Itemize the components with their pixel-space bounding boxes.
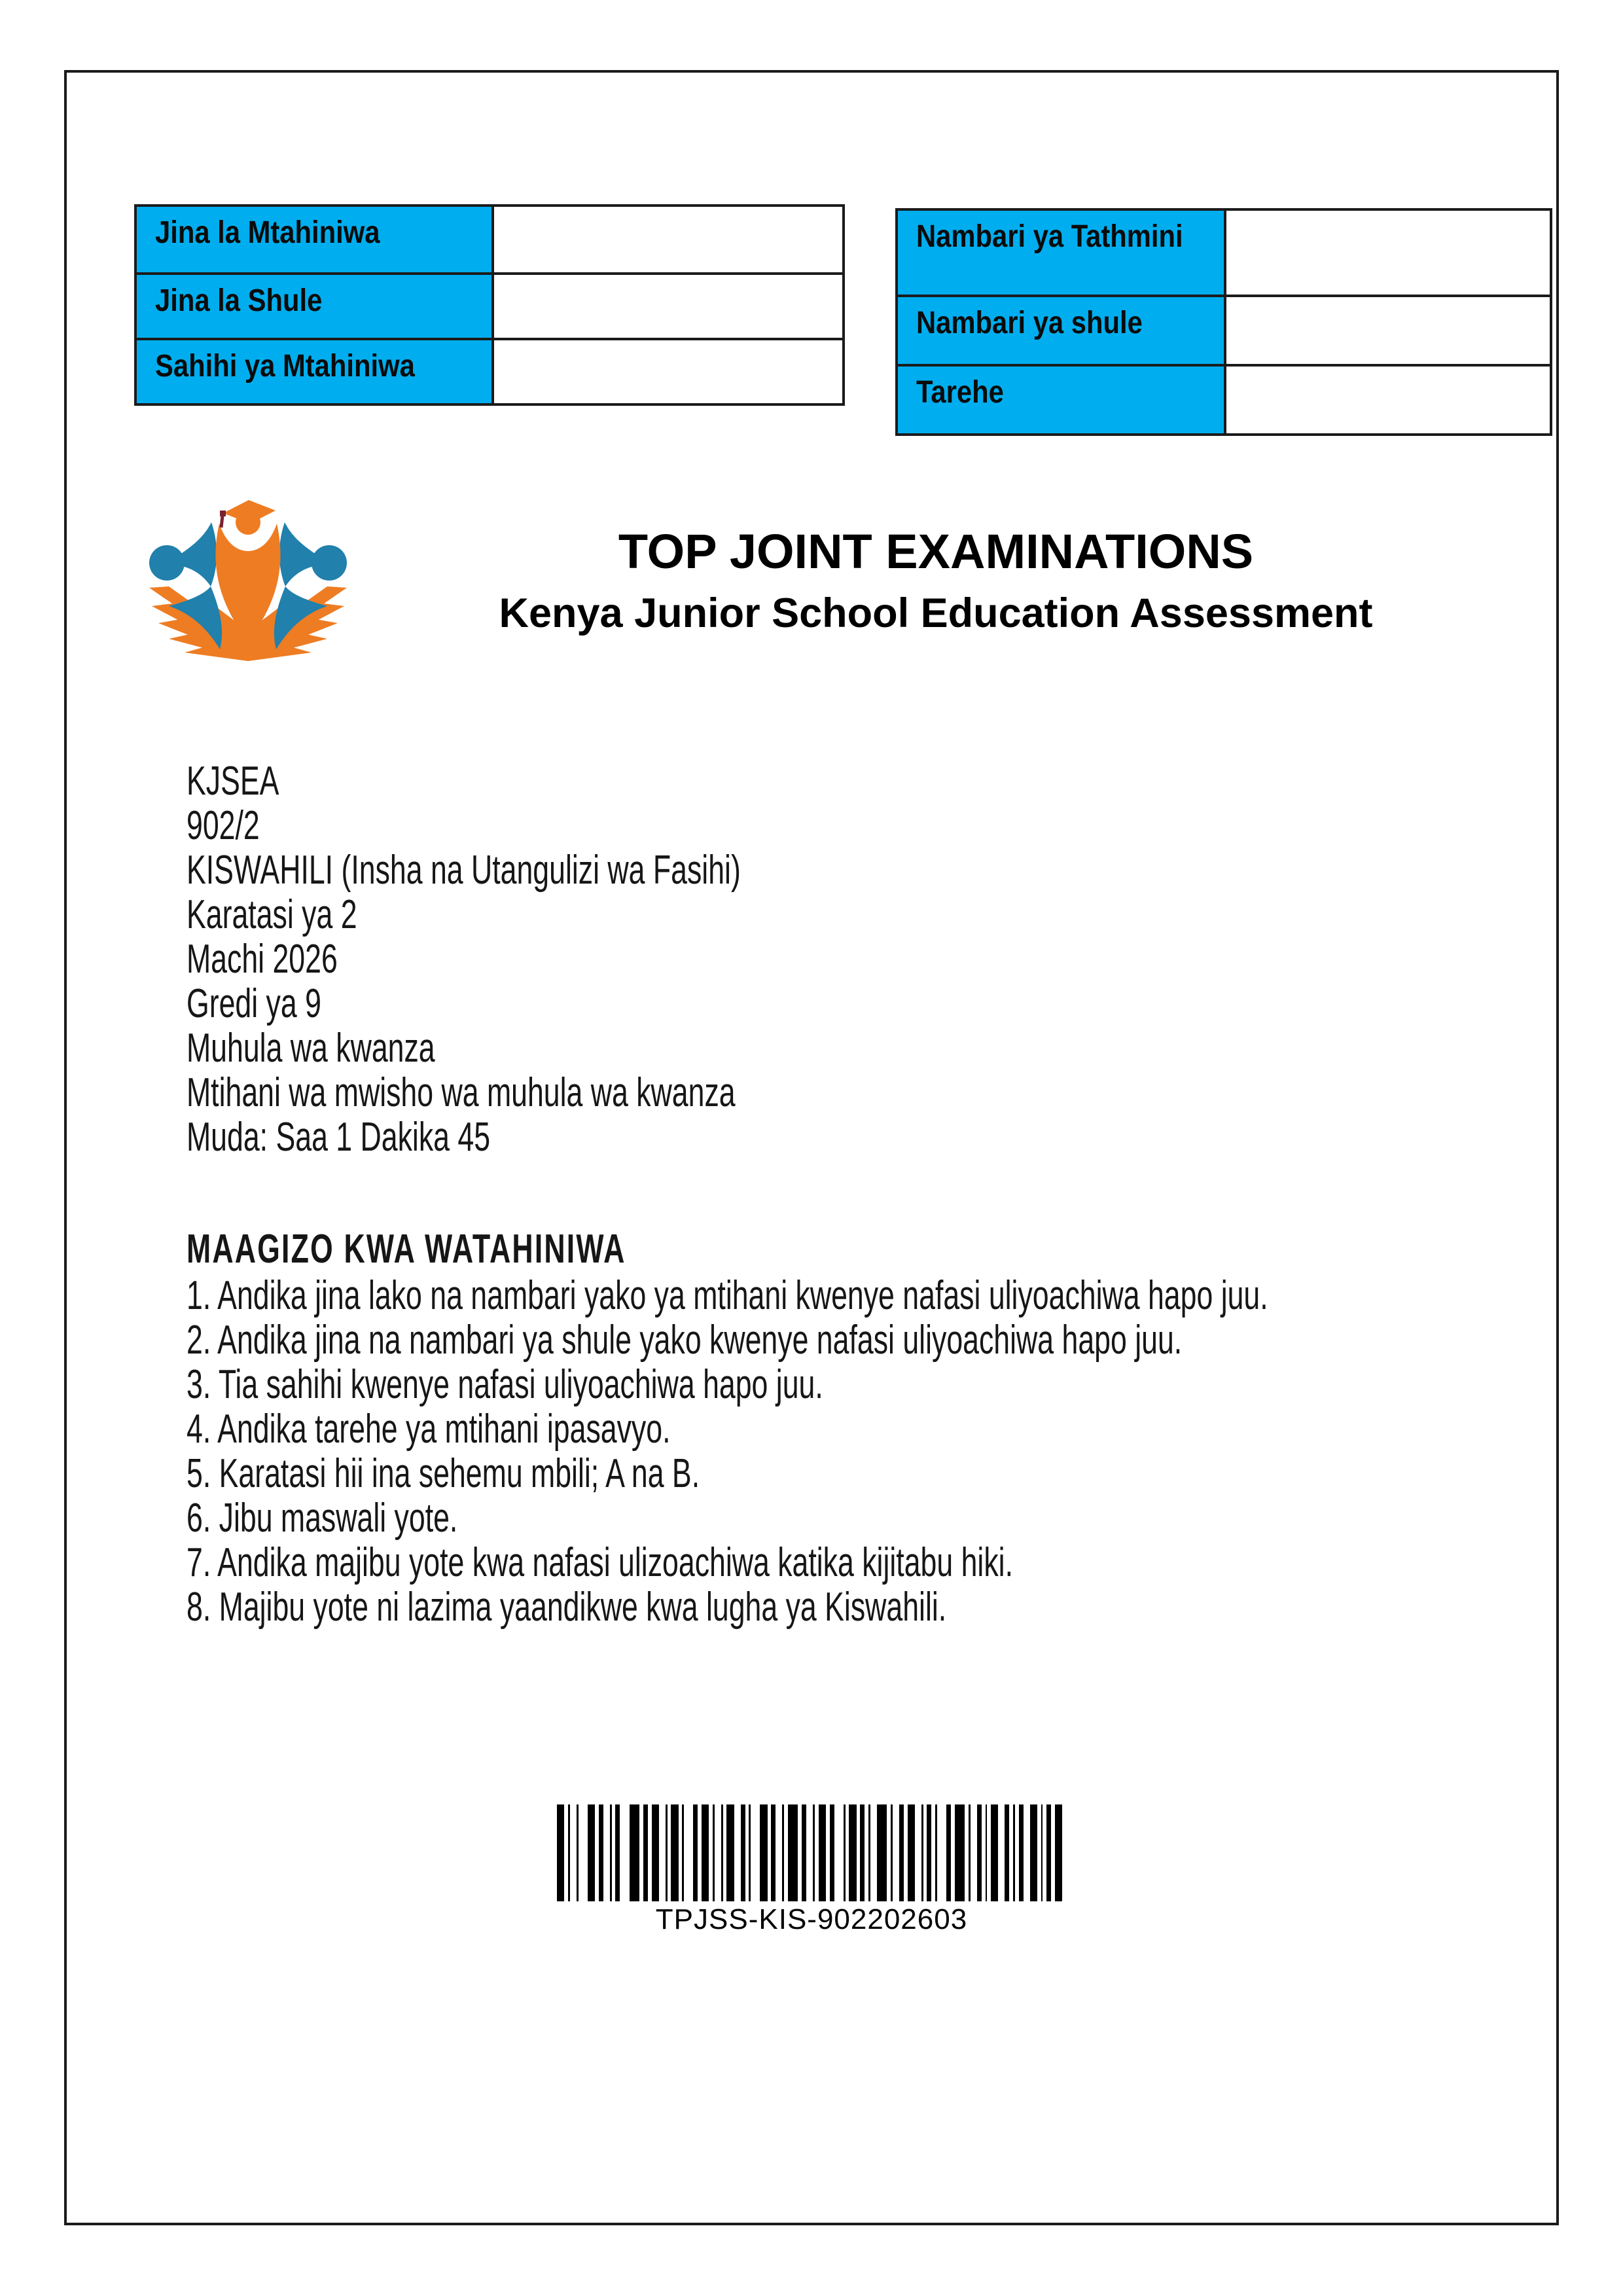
barcode-bar: [802, 1804, 806, 1901]
barcode-bar: [741, 1804, 745, 1901]
nambari-ya-tathmini-field[interactable]: [1226, 211, 1550, 295]
barcode-bar: [557, 1804, 564, 1901]
barcode-bar: [568, 1804, 570, 1901]
table-row: [898, 295, 1550, 364]
instruction-item: 2. Andika jina na nambari ya shule yako kwenye nafasi uliyoachiwa hapo juu.: [187, 1318, 1183, 1363]
barcode-bar: [615, 1804, 620, 1901]
sahihi-ya-mtahiniwa-label: Sahihi ya Mtahiniwa: [137, 340, 494, 403]
barcode-bar: [819, 1804, 826, 1901]
top-joint-examinations-logo-icon: [145, 484, 352, 662]
header-text: [353, 524, 1518, 636]
barcode-bar: [599, 1804, 603, 1901]
nambari-ya-shule-field[interactable]: [1226, 297, 1550, 364]
table-row: [137, 207, 842, 272]
instruction-item: 3. Tia sahihi kwenye nafasi uliyoachiwa hapo juu.: [187, 1362, 823, 1407]
barcode-bar: [921, 1804, 923, 1901]
nambari-ya-shule-label: Nambari ya shule: [898, 297, 1226, 364]
barcode-bar: [891, 1804, 893, 1901]
barcode-bar: [849, 1804, 856, 1901]
barcode-bar: [844, 1804, 846, 1901]
jina-la-mtahiniwa-field[interactable]: [494, 207, 842, 272]
tarehe-field[interactable]: [1226, 367, 1550, 433]
barcode-bar: [986, 1804, 988, 1901]
barcode-bar: [830, 1804, 834, 1901]
barcode-bar: [666, 1804, 668, 1901]
barcode-bar: [1005, 1804, 1009, 1901]
barcode-bar: [991, 1804, 998, 1901]
barcode-bar: [577, 1804, 579, 1901]
barcode-bar: [1041, 1804, 1043, 1901]
barcode-bar: [652, 1804, 659, 1901]
graduation-cap: [223, 500, 276, 524]
barcode-bar: [782, 1804, 784, 1901]
instruction-item: 1. Andika jina lako na nambari yako ya mtihani kwenye nafasi uliyoachiwa hapo juu.: [187, 1273, 1268, 1318]
exam-details: [187, 759, 956, 1160]
barcode-bar: [908, 1804, 915, 1901]
barcode-bar: [726, 1804, 734, 1901]
candidate-info-table: [134, 204, 845, 406]
barcode-bar: [702, 1804, 709, 1901]
page-title: TOP JOINT EXAMINATIONS: [618, 524, 1254, 579]
barcode-bar: [588, 1804, 595, 1901]
barcode-bar: [721, 1804, 723, 1901]
nambari-ya-tathmini-label: Nambari ya Tathmini: [898, 211, 1226, 295]
instructions-heading: MAAGIZO KWA WATAHINIWA: [187, 1227, 626, 1272]
page-subtitle: Kenya Junior School Education Assessment: [499, 590, 1373, 636]
table-row: [137, 272, 842, 338]
barcode-bar: [946, 1804, 951, 1901]
table-row: [898, 364, 1550, 433]
detail-line: Gredi ya 9: [187, 981, 321, 1026]
barcode-bar: [977, 1804, 982, 1901]
barcode-bar: [860, 1804, 865, 1901]
barcode-bar: [760, 1804, 767, 1901]
barcode-bar: [813, 1804, 815, 1901]
detail-line: Machi 2026: [187, 937, 338, 982]
barcode-bar: [955, 1804, 965, 1901]
barcode-bar: [1055, 1804, 1062, 1901]
barcode-bar: [1013, 1804, 1015, 1901]
barcode: [557, 1804, 1066, 1901]
barcode-bar: [788, 1804, 798, 1901]
barcode-bar: [868, 1804, 870, 1901]
instruction-item: 4. Andika tarehe ya mtihani ipasavyo.: [187, 1407, 671, 1452]
barcode-label: TPJSS-KIS-902202603: [655, 1903, 968, 1935]
barcode-bar: [643, 1804, 648, 1901]
detail-line: KISWAHILI (Insha na Utangulizi wa Fasihi): [187, 848, 741, 893]
barcode-bar: [927, 1804, 931, 1901]
barcode-bar: [630, 1804, 640, 1901]
table-row: [137, 338, 842, 403]
instruction-item: 7. Andika majibu yote kwa nafasi ulizoachiwa katika kijitabu hiki.: [187, 1540, 1013, 1585]
barcode-bar: [969, 1804, 971, 1901]
detail-line: 902/2: [187, 803, 260, 848]
barcode-bar: [771, 1804, 776, 1901]
barcode-bar: [671, 1804, 678, 1901]
sahihi-ya-mtahiniwa-field[interactable]: [494, 340, 842, 403]
barcode-bar: [682, 1804, 684, 1901]
barcode-bar: [713, 1804, 715, 1901]
detail-line: KJSEA: [187, 759, 279, 804]
jina-la-mtahiniwa-label: Jina la Mtahiniwa: [137, 207, 494, 272]
barcode-bar: [877, 1804, 887, 1901]
detail-line: Karatasi ya 2: [187, 892, 357, 937]
barcode-bar: [899, 1804, 904, 1901]
tarehe-label: Tarehe: [898, 367, 1226, 433]
barcode-bar: [1019, 1804, 1024, 1901]
table-row: [898, 211, 1550, 295]
barcode-bar: [749, 1804, 751, 1901]
instruction-item: 5. Karatasi hii ina sehemu mbili; A na B.: [187, 1451, 700, 1496]
detail-line: Muhula wa kwanza: [187, 1026, 435, 1071]
jina-la-shule-field[interactable]: [494, 275, 842, 338]
cap-tassel: [220, 511, 226, 516]
instruction-item: 6. Jibu maswali yote.: [187, 1496, 458, 1541]
barcode-bar: [693, 1804, 698, 1901]
barcode-bar: [1046, 1804, 1051, 1901]
barcode-bar: [935, 1804, 937, 1901]
instruction-item: 8. Majibu yote ni lazima yaandikwe kwa lugha ya Kiswahili.: [187, 1585, 947, 1630]
detail-line: Mtihani wa mwisho wa muhula wa kwanza: [187, 1070, 736, 1115]
jina-la-shule-label: Jina la Shule: [137, 275, 494, 338]
detail-line: Muda: Saa 1 Dakika 45: [187, 1115, 491, 1160]
barcode-bar: [610, 1804, 612, 1901]
assessment-info-table: [895, 208, 1552, 436]
barcode-bar: [1030, 1804, 1037, 1901]
instructions-section: [187, 1227, 1623, 1630]
